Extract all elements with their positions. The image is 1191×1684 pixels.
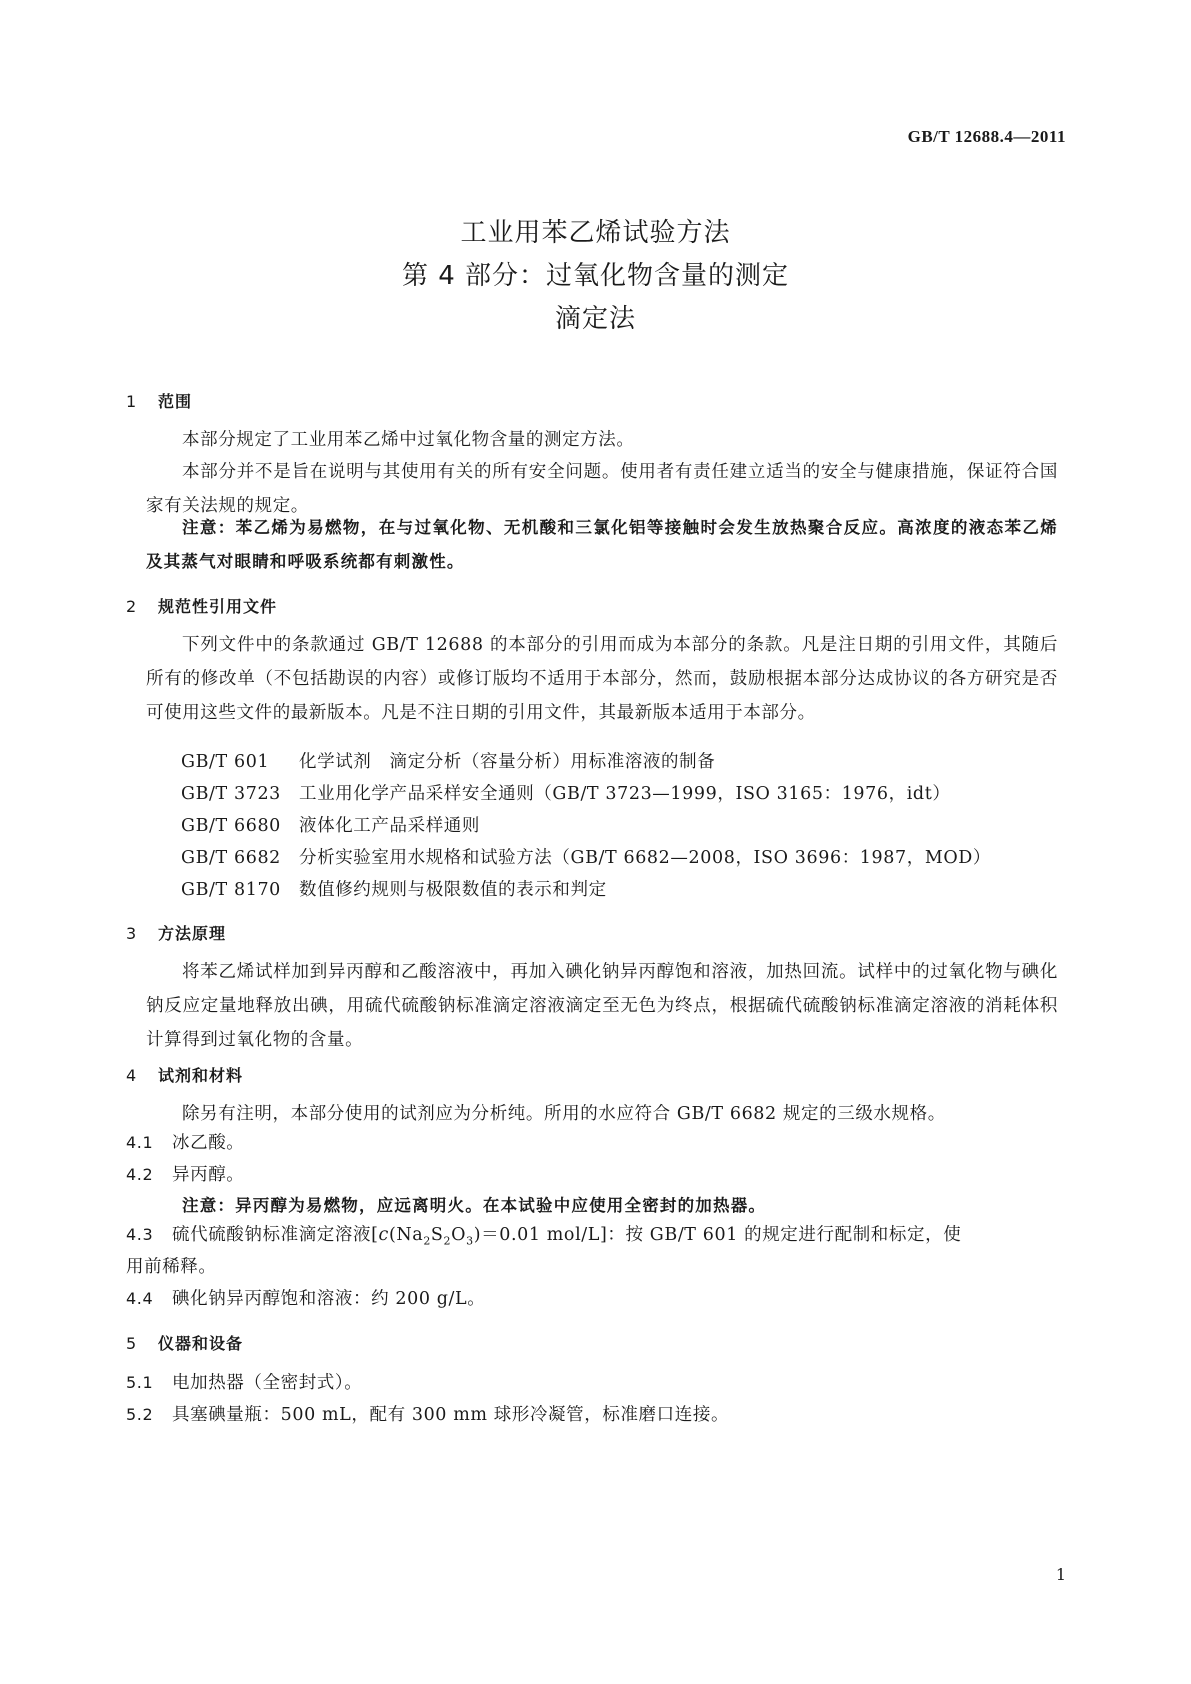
section-2-number: 2 — [126, 597, 138, 616]
formula-s: S — [430, 1225, 444, 1245]
section-4-heading — [126, 1063, 243, 1086]
clause-number: 5.1 — [126, 1373, 154, 1392]
clause-5-1 — [126, 1369, 362, 1394]
section-2-paragraph-1: 下列文件中的条款通过 GB/T 12688 的本部分的引用而成为本部分的条款。凡是注日期的引用文件，其随后所有的修改单（不包括勘误的内容）或修订版均不适用于本部分，然而，鼓励根据本部分达成协议的各方研究是否可使用这些文件的最新版本。凡是不注日期的引用文件，其最新版本适用于本部分。 — [146, 635, 1058, 723]
clause-text: 异丙醇。 — [172, 1165, 245, 1185]
title-line-1: 工业用苯乙烯试验方法 — [460, 218, 731, 248]
reference-code: GB/T 601 — [181, 752, 270, 772]
section-1-paragraph-1: 本部分规定了工业用苯乙烯中过氧化物含量的测定方法。 — [182, 430, 635, 450]
section-1-number: 1 — [126, 392, 138, 411]
reference-title: 工业用化学产品采样安全通则（GB/T 3723—1999，ISO 3165：1976，idt） — [299, 784, 951, 804]
reference-code: GB/T 6680 — [181, 816, 281, 836]
section-4-title: 试剂和材料 — [158, 1066, 244, 1085]
section-1-note: 注意：苯乙烯为易燃物，在与过氧化物、无机酸和三氯化铝等接触时会发生放热聚合反应。高浓度的液态苯乙烯及其蒸气对眼睛和呼吸系统都有刺激性。 — [146, 518, 1058, 571]
section-4-number: 4 — [126, 1066, 138, 1085]
reference-item — [181, 748, 715, 773]
section-1-title: 范围 — [158, 392, 193, 411]
section-2-title: 规范性引用文件 — [158, 597, 278, 616]
reference-title: 分析实验室用水规格和试验方法（GB/T 6682—2008，ISO 3696：1987，MOD） — [299, 848, 992, 868]
section-3-title: 方法原理 — [158, 924, 227, 943]
clause-number: 5.2 — [126, 1405, 154, 1424]
formula-na: (Na — [388, 1225, 424, 1245]
clause-text-post: )＝0.01 mol/L]：按 GB/T 601 的规定进行配制和标定，使 — [473, 1225, 962, 1245]
clause-text-pre: 硫代硫酸钠标准滴定溶液[ — [172, 1225, 379, 1245]
reference-title: 化学试剂 滴定分析（容量分析）用标准溶液的制备 — [299, 752, 716, 772]
clause-5-2 — [126, 1401, 729, 1426]
formula-o: O — [451, 1225, 467, 1245]
section-1-paragraph-2: 本部分并不是旨在说明与其使用有关的所有安全问题。使用者有责任建立适当的安全与健康措施，保证符合国家有关法规的规定。 — [146, 462, 1058, 516]
clause-text: 冰乙酸。 — [172, 1133, 245, 1153]
clause-4-3 — [126, 1221, 961, 1248]
section-1-heading — [126, 389, 192, 412]
reference-title: 液体化工产品采样通则 — [299, 816, 480, 836]
clause-number: 4.3 — [126, 1225, 154, 1244]
section-5-heading — [126, 1331, 243, 1354]
concentration-symbol: c — [378, 1225, 389, 1245]
reference-title: 数值修约规则与极限数值的表示和判定 — [299, 880, 607, 900]
formula-subscript: 3 — [466, 1234, 474, 1248]
section-3-heading — [126, 921, 226, 944]
section-3-paragraph-1: 将苯乙烯试样加到异丙醇和乙酸溶液中，再加入碘化钠异丙醇饱和溶液，加热回流。试样中的过氧化物与碘化钠反应定量地释放出碘，用硫代硫酸钠标准滴定溶液滴定至无色为终点，根据硫代硫酸钠标准滴定溶液的消耗体积计算得到过氧化物的含量。 — [146, 962, 1058, 1050]
clause-number: 4.4 — [126, 1289, 154, 1308]
formula-subscript: 2 — [443, 1234, 452, 1248]
clause-text: 具塞碘量瓶：500 mL，配有 300 mm 球形冷凝管，标准磨口连接。 — [172, 1405, 730, 1425]
clause-4-2 — [126, 1161, 244, 1186]
reference-item — [181, 812, 480, 837]
formula-subscript: 2 — [423, 1234, 431, 1248]
reference-code: GB/T 3723 — [181, 784, 281, 804]
page-number: 1 — [1055, 1565, 1066, 1584]
clause-4-1 — [126, 1129, 244, 1154]
section-2-heading — [126, 594, 277, 617]
clause-number: 4.2 — [126, 1165, 154, 1184]
standard-code: GB/T 12688.4—2011 — [907, 127, 1066, 146]
clause-4-4 — [126, 1285, 485, 1310]
reference-code: GB/T 6682 — [181, 848, 281, 868]
section-5-number: 5 — [126, 1334, 138, 1353]
reference-item — [181, 844, 991, 869]
clause-text: 电加热器（全密封式）。 — [172, 1373, 363, 1393]
reference-code: GB/T 8170 — [181, 880, 281, 900]
section-4-paragraph-1: 除另有注明，本部分使用的试剂应为分析纯。所用的水应符合 GB/T 6682 规定的三级水规格。 — [182, 1104, 946, 1124]
section-5-title: 仪器和设备 — [158, 1334, 244, 1353]
section-3-number: 3 — [126, 924, 138, 943]
clause-4-3-continuation: 用前稀释。 — [126, 1257, 217, 1277]
reference-item — [181, 876, 607, 901]
title-line-3: 滴定法 — [554, 304, 636, 334]
reference-item — [181, 780, 950, 805]
title-line-2: 第 4 部分：过氧化物含量的测定 — [401, 261, 790, 291]
clause-text: 碘化钠异丙醇饱和溶液：约 200 g/L。 — [172, 1289, 486, 1309]
clause-number: 4.1 — [126, 1133, 154, 1152]
section-4-note: 注意：异丙醇为易燃物，应远离明火。在本试验中应使用全密封的加热器。 — [182, 1196, 767, 1215]
